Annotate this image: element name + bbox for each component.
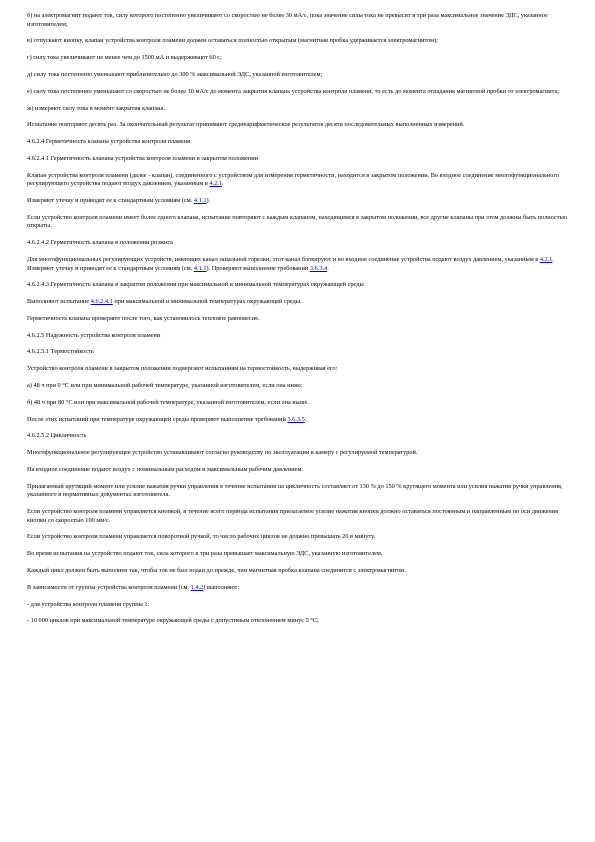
paragraph-text: б) на электромагнит подают ток, силу которого постепенно увеличивают со скоростью не более 30 мА/с, пока значение силы тока не превысит в три раза максимальное значение ЭДС, указанное изготовителем; <box>27 12 548 28</box>
paragraph <box>27 533 572 542</box>
paragraph-text: 4.6.2.4.1 Герметичность клапана устройства контроля пламени в закрытом положении <box>27 154 258 162</box>
paragraph <box>27 365 572 374</box>
paragraph <box>27 508 572 525</box>
paragraph-text: 4.6.2.4.2 Герметичность клапана в положении розжига <box>27 239 173 247</box>
paragraph-text: 4.6.2.5.2 Цикличность <box>27 432 87 440</box>
paragraph <box>27 12 572 29</box>
paragraph <box>27 281 572 290</box>
paragraph-text: е) силу тока постепенно уменьшают со скоростью не более 10 мА/с до момента закрытия клапана устройства контроля пламени, то есть до момента отпадания магнитной пробки от электромагнита; <box>27 87 559 95</box>
paragraph-text: ). <box>206 197 211 204</box>
paragraph-text: . <box>304 415 307 423</box>
paragraph <box>27 382 572 391</box>
paragraph <box>27 483 572 500</box>
paragraph <box>27 155 572 164</box>
paragraph-text: . <box>222 180 224 188</box>
paragraph-text: . Измеряют утечку и приводят ее к стандартным условиям (см. <box>27 255 554 272</box>
paragraph <box>27 214 572 231</box>
paragraph-text: 4.6.2.5.1 Термостойкость <box>27 348 94 356</box>
paragraph-text: а) 48 ч при 0 °С или при минимальной рабочей температуре, указанной изготовителем, если она ниже; <box>27 382 303 389</box>
section-reference-link[interactable]: 4.6.2.4.1 <box>90 298 113 306</box>
paragraph-text: Устройство контроля пламени в закрытом положении подвергают испытаниям на термостойкость, выдерживая его: <box>27 365 338 373</box>
paragraph <box>27 584 572 593</box>
paragraph-text: На входное соединение подают воздух с номинальным расходом и максимальным рабочим давлением. <box>27 465 304 473</box>
paragraph <box>27 239 572 248</box>
paragraph-text: Герметичность клапана проверяют после того, как установилось тепловое равновесие. <box>27 314 260 322</box>
paragraph-text: Измеряют утечку и приводят ее к стандартным условиям (см. <box>27 197 194 204</box>
paragraph-text: Испытание повторяют десять раз. За окончательный результат принимают среднеарифметическое результатов десяти последовательных выполненных измерений. <box>27 121 465 129</box>
paragraph <box>27 567 572 576</box>
paragraph-text: Во время испытания на устройство подают ток, сила которого в три раза превышает максимальную ЭДС, указанную изготовителем. <box>27 550 383 558</box>
paragraph-text: Прилагаемый крутящий момент или усилие нажатия ручки управления в течение испытания на цикличность составляет от 130 % до 150 % крутящего момента или усилия нажатия ручки управления, указанного в нормативных документах изготовителя. <box>27 482 563 499</box>
paragraph <box>27 138 572 147</box>
paragraph-text: Если устройство контроля пламени имеет более одного клапана, испытание повторяют с каждым клапаном, находящимся в закрытом положении, все другие клапаны при этом должны быть полностью открыты. <box>27 213 568 230</box>
paragraph-text: - 10 000 циклов при максимальной температуре окружающей среды с допустимым отклонением минус 5 °С; <box>27 617 319 625</box>
paragraph-text: 4.6.2.4 Герметичность клапана устройства контроля пламени <box>27 138 191 146</box>
paragraph-text: Каждый цикл должен быть выполнен так, чтобы ток не был подан до прежде, чем магнитная пробка клапана соединится с электромагнитом. <box>27 567 406 574</box>
paragraph-text: Выполняют испытание <box>27 298 91 306</box>
paragraph <box>27 197 572 206</box>
paragraph <box>27 256 572 273</box>
paragraph-text: ж) измеряют силу тока в момент закрытия клапана. <box>27 104 165 112</box>
paragraph <box>27 172 572 189</box>
document-page <box>27 12 572 634</box>
paragraph <box>27 348 572 357</box>
paragraph-text: 4.6.2.4.3 Герметичность клапана в закрытом положении при максимальной и минимальной температурах окружающей среды <box>27 281 364 289</box>
section-reference-link[interactable]: 3.6.3.4 <box>309 264 328 272</box>
paragraph <box>27 121 572 130</box>
paragraph <box>27 550 572 559</box>
paragraph-text: в) отпускают кнопку, клапан устройства контроля пламени должен оставаться полностью открытым (магнитная пробка удерживается электромагнитом); <box>27 37 438 45</box>
paragraph <box>27 617 572 626</box>
paragraph-text: . <box>327 264 329 272</box>
paragraph-text: Клапан устройства контроля пламени (далее - клапан), соединенного с устройством для измерения герметичности, находится в закрытом положении. Во входное соединение многофункционального регулирующего устройства подают воздух давлением, указанным в <box>27 171 560 188</box>
paragraph <box>27 54 572 63</box>
paragraph <box>27 601 572 610</box>
paragraph-text: Если устройство контроля пламени управляется кнопкой, в течение всего периода испытания прилагаемое усилие нажатия кнопки должно оставаться постоянным и направленным по оси движения кнопки со скоростью 100 мм/с. <box>27 508 559 524</box>
paragraph-text: г) силу тока увеличивают не менее чем до 1500 мА и выдерживают 60 с; <box>27 54 222 62</box>
paragraph-text: 4.6.2.5 Надежность устройства контроля пламени <box>27 331 161 339</box>
paragraph <box>27 71 572 80</box>
section-reference-link[interactable]: 4.2.1 <box>209 180 223 188</box>
paragraph-text: ) выполняют: <box>203 583 240 591</box>
paragraph <box>27 298 572 307</box>
section-reference-link[interactable]: 4.1.1 <box>193 197 207 204</box>
paragraph-text: б) 48 ч при 80 °С или при максимальной рабочей температуре, указанной изготовителем, если она выше. <box>27 398 309 406</box>
paragraph-text: д) силу тока постепенно уменьшают приблизительно до 300 % максимальной ЭДС, указанной изготовителем; <box>27 70 323 78</box>
paragraph-text: - для устройства контроля пламени группы 1: <box>27 600 150 608</box>
section-reference-link[interactable]: 4.2.1 <box>539 255 553 263</box>
paragraph-text: После этих испытаний при температуре окружающей среды проверяют выполнение требований <box>27 415 288 423</box>
paragraph-text: ). Проверяют выполнение требований <box>206 264 310 272</box>
paragraph-text: при максимальной и минимальной температурах окружающей среды. <box>112 298 302 306</box>
paragraph-text: Если устройство контроля пламени управляется поворотной ручкой, то число рабочих циклов не должно превышать 20 в минуту. <box>27 533 376 541</box>
paragraph <box>27 416 572 425</box>
paragraph <box>27 88 572 97</box>
paragraph-text: Для многофункциональных регулирующих устройств, имеющих канал запальной горелки, этот канал блокируют и во входное соединение устройства подают воздух давлением, указанным в <box>27 255 540 263</box>
section-reference-link[interactable]: 4.1.1 <box>193 264 207 272</box>
paragraph-text: Многофункциональное регулирующее устройство устанавливают согласно руководству по эксплуатации в камеру с регулируемой температурой. <box>27 449 418 457</box>
section-reference-link[interactable]: 3.6.3.5 <box>287 415 305 423</box>
paragraph <box>27 332 572 341</box>
paragraph <box>27 37 572 46</box>
paragraph <box>27 105 572 114</box>
paragraph <box>27 315 572 324</box>
paragraph <box>27 466 572 475</box>
paragraph <box>27 399 572 408</box>
section-reference-link[interactable]: 1.4.2 <box>190 583 204 591</box>
paragraph <box>27 449 572 458</box>
paragraph-text: В зависимости от группы устройства контроля пламени (см. <box>27 583 191 591</box>
paragraph <box>27 432 572 441</box>
